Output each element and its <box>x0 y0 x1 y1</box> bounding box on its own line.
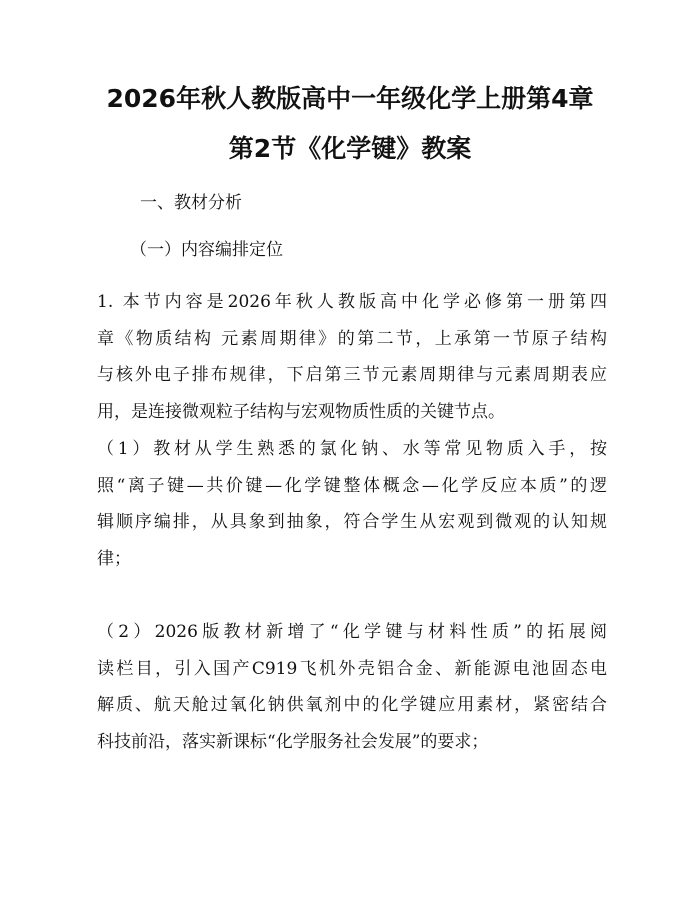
paragraph-line: （2）2026版教材新增了“化学键与材料性质”的拓展阅 <box>97 622 607 642</box>
paragraph-line: 照“离子键—共价键—化学键整体概念—化学反应本质”的逻 <box>97 475 607 496</box>
subsection-heading: （一）内容编排定位 <box>130 240 283 260</box>
paragraph-3 <box>97 614 607 760</box>
document-title-line-2: 第2节《化学键》教案 <box>228 134 472 163</box>
paragraph-2 <box>97 431 607 577</box>
paragraph-line: （1）教材从学生熟悉的氯化钠、水等常见物质入手，按 <box>97 439 607 459</box>
paragraph-line: 用，是连接微观粒子结构与宏观物质性质的关键节点。 <box>97 401 505 422</box>
paragraph-line: 1. 本节内容是2026年秋人教版高中化学必修第一册第四 <box>97 292 607 312</box>
section-heading: 一、教材分析 <box>140 193 242 213</box>
document-title-line-1: 2026年秋人教版高中一年级化学上册第4章 <box>106 84 594 113</box>
paragraph-line: 解质、航天舱过氧化钠供氧剂中的化学键应用素材，紧密结合 <box>97 695 607 715</box>
paragraph-line: 律； <box>97 548 131 569</box>
paragraph-line: 章《物质结构 元素周期律》的第二节，上承第一节原子结构 <box>97 328 607 349</box>
paragraph-line: 与核外电子排布规律，下启第三节元素周期律与元素周期表应 <box>97 365 607 385</box>
paragraph-line: 辑顺序编排，从具象到抽象，符合学生从宏观到微观的认知规 <box>97 512 607 532</box>
paragraph-line: 科技前沿，落实新课标“化学服务社会发展”的要求； <box>97 731 489 752</box>
paragraph-line: 读栏目，引入国产C919飞机外壳铝合金、新能源电池固态电 <box>97 658 607 679</box>
paragraph-1 <box>97 284 607 430</box>
